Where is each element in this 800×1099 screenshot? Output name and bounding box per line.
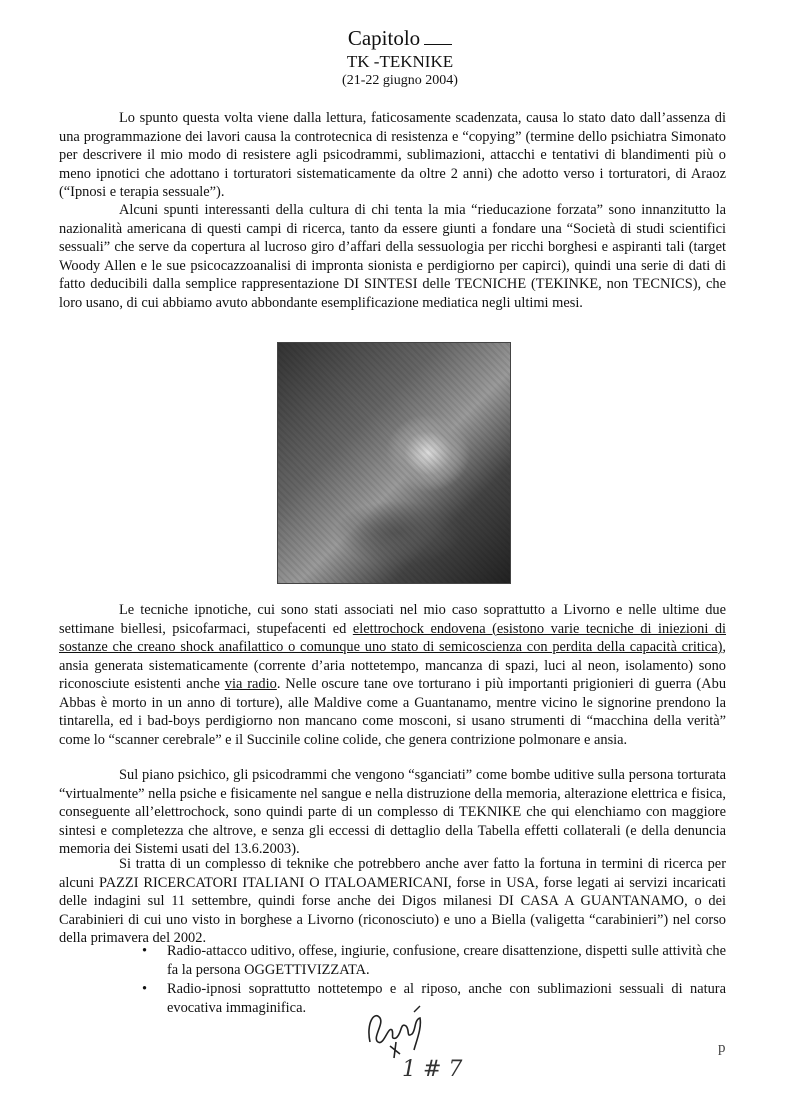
bullet-item: • Radio-attacco uditivo, offese, ingiurie, confusione, creare disattenzione, dispetti sulle attività che fa la persona OGGETTIVIZZATA. xyxy=(140,942,726,979)
paragraph-1: Lo spunto questa volta viene dalla lettura, faticosamente scadenzata, causa lo stato dato dall’assenza di una programmazione dei lavori causa la controtecnica di resistenza e “copying” (termine dello psichiatra Simonato per descrivere il mio modo di resistere agli psicodrammi, sublimazioni, attacchi e tentativi di blandimenti più o meno ipnotici che adottano i torturatori sistematicamente da oltre 2 anni) che adotto verso i torturatori, di Araoz (“Ipnosi e terapia sessuale”). xyxy=(59,110,726,200)
chapter-title: TK -TEKNIKE xyxy=(346,52,454,71)
handwritten-signature xyxy=(356,1004,496,1084)
underlined-via-radio: via radio xyxy=(224,676,277,692)
chapter-dates: (21-22 giugno 2004) xyxy=(342,73,458,88)
paragraph-5: Si tratta di un complesso di teknike che potrebbero anche aver fatto la fortuna in termini di ricerca per alcuni PAZZI RICERCATORI ITALIANI O ITALOAMERICANI, forse in USA, forse legati ai servizi incaricati delle indagini sul 11 settembre, quindi forse anche dei Digos milanesi DI CASA A GUANTANAMO, o dei Carabinieri di cui uno visto in borghese a Livorno (riconosciuto) e uno a Biella (valigetta “carabinieri”) nel corso della primavera del 2002. xyxy=(59,856,726,946)
bullet-item: • Radio-ipnosi soprattutto nottetempo e al riposo, anche con sublimazioni sessuali di natura evocativa immaginifica. xyxy=(140,980,726,1017)
page-mark: p xyxy=(718,1040,726,1056)
paragraph-3: Le tecniche ipnotiche, cui sono stati associati nel mio caso soprattutto a Livorno e nelle ultime due settimane biellesi, psicofarmaci, stupefacenti ed elettrochock endovena (esistono varie tecniche di iniezioni di sostanze che creano shock anafilattico o comunque uno stato di semicoscienza con perdita della capacità critica), ansia generata sistematicamente (corrente d’aria nottetempo, mancanza di spazi, luci al neon, isolamento) sono riconosciute esistenti anche via radio. Nelle oscure tane ove torturano i più importanti prigionieri di guerra (Abu Abbas è morto in un anno di torture), alle Maldive come a Guantanamo, mentre vicino le signorine prendono la tintarella, ed i bad-boys perdigiorno non mancano come mosconi, si usano strumenti di “macchina della verità” come lo “scanner cerebrale” e il Succinile coline colide, che genera contrizione polmonare e ansia. xyxy=(59,602,727,748)
photo-illustration xyxy=(277,342,511,584)
paragraph-2: Alcuni spunti interessanti della cultura di chi tenta la mia “rieducazione forzata” sono innanzitutto la nazionalità americana di questi campi di ricerca, tanto da essere giunti a fondare una “Società di studi scientifici sessuali” che serve da copertura al lucroso giro d’affari della sessuologia per ricchi borghesi e aspiranti tali (target Woody Allen e le sue psicocazzoanalisi di impronta sionista e perdigiorno per capirci), quindi una serie di dati di fatto deducibili dalla semplice rappresentazione DI SINTESI delle TECNICHE (TEKINKE, non TECNICS), che loro usano, di cui abbiamo avuto abbondante esemplificazione mediatica negli ultimi mesi. xyxy=(59,202,726,311)
underlined-elettrochock: elettrochock endovena (esistono varie tecniche di iniezioni di sostanze che creano shock anafilattico o comunque uno stato di semicoscienza con perdita della capacità critica) xyxy=(59,620,727,655)
chapter-number-blank xyxy=(424,30,452,45)
handwritten-code: 1 # 7 xyxy=(402,1057,463,1082)
paragraph-4: Sul piano psichico, gli psicodrammi che vengono “sganciati” come bombe uditive sulla persona torturata “virtualmente” nella psiche e fisicamente nel sangue e nella distruzione della memoria, alterazione elettrica e fisica, conseguente all’elettrochock, sono quindi parte di un complesso di TEKNIKE che qui elenchiamo con maggiore sintesi e completezza che altrove, e senza gli eccessi di dettaglio della Tabella effetti collaterali (e della denuncia memoria dei Sistemi usati del 13.6.2003). xyxy=(59,767,726,857)
chapter-heading: Capitolo xyxy=(0,26,800,51)
